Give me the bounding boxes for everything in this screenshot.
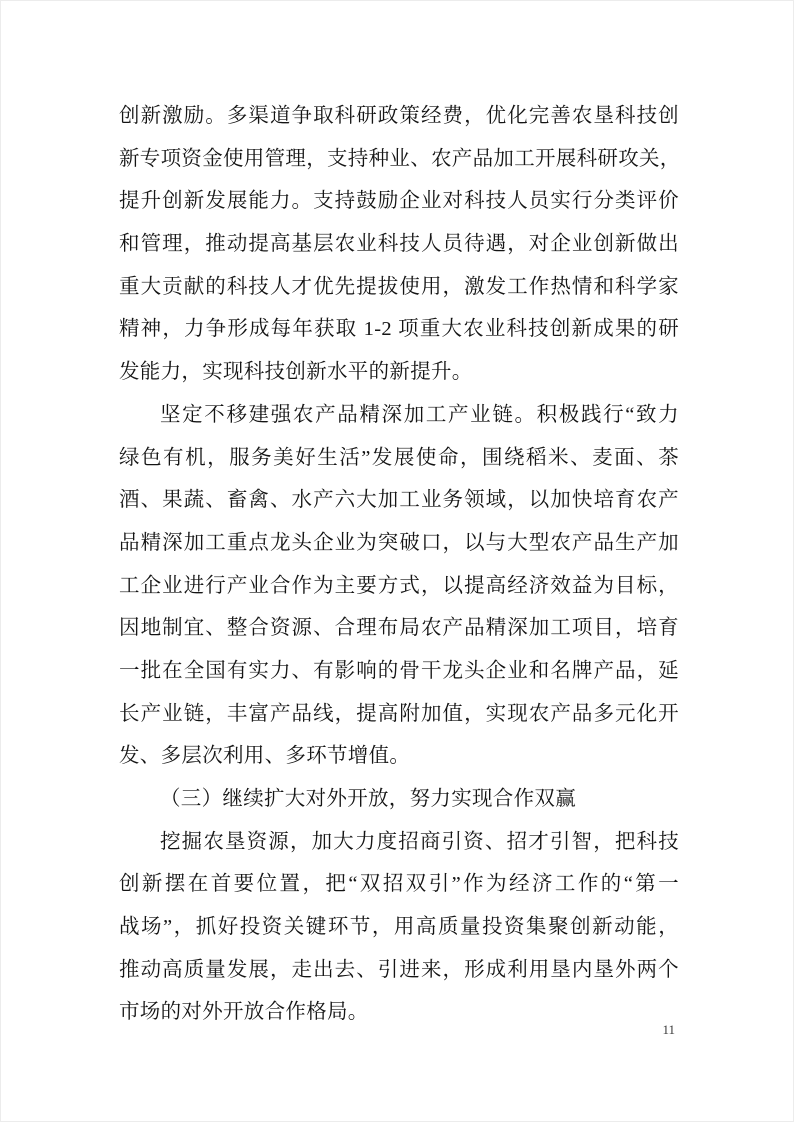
text-line: 推动高质量发展，走出去、引进来，形成利用垦内垦外两个	[119, 958, 679, 981]
text-line: 坚定不移建强农产品精深加工产业链。积极践行“致力	[160, 403, 679, 426]
text-line: 新专项资金使用管理，支持种业、农产品加工开展科研攻关，	[119, 147, 681, 170]
text-line: 发能力，实现科技创新水平的新提升。	[119, 361, 473, 384]
text-line: （三）继续扩大对外开放，努力实现合作双赢	[160, 788, 576, 810]
document-text-block	[119, 95, 679, 1034]
text-line: 精神，力争形成每年获取 1-2 项重大农业科技创新成果的研	[119, 318, 679, 341]
text-line: 和管理，推动提高基层农业科技人员待遇，对企业创新做出	[119, 233, 679, 256]
text-line: 创新激励。多渠道争取科研政策经费，优化完善农垦科技创	[119, 105, 679, 127]
text-line: 挖掘农垦资源，加大力度招商引资、招才引智，把科技	[160, 830, 679, 853]
text-line: 长产业链，丰富产品线，提高附加值，实现农产品多元化开	[119, 702, 679, 725]
text-line: 战场”，抓好投资关键环节，用高质量投资集聚创新动能，	[119, 916, 679, 939]
text-line: 一批在全国有实力、有影响的骨干龙头企业和名牌产品，延	[119, 659, 679, 682]
page-number: 11	[662, 1022, 675, 1037]
text-line: 创新摆在首要位置，把“双招双引”作为经济工作的“第一	[119, 873, 679, 896]
text-line: 工企业进行产业合作为主要方式，以提高经济效益为目标，	[119, 574, 679, 597]
text-line: 绿色有机，服务美好生活”发展使命，围绕稻米、麦面、茶	[119, 446, 679, 469]
text-line: 品精深加工重点龙头企业为突破口，以与大型农产品生产加	[119, 531, 679, 554]
text-line: 因地制宜、整合资源、合理布局农产品精深加工项目，培育	[119, 617, 679, 640]
text-line: 提升创新发展能力。支持鼓励企业对科技人员实行分类评价	[119, 190, 679, 213]
text-line: 酒、果蔬、畜禽、水产六大加工业务领域，以加快培育农产	[119, 489, 679, 512]
text-line: 市场的对外开放合作格局。	[119, 1001, 369, 1024]
text-line: 发、多层次利用、多环节增值。	[119, 745, 411, 768]
text-line: 重大贡献的科技人才优先提拔使用，激发工作热情和科学家	[119, 275, 679, 298]
